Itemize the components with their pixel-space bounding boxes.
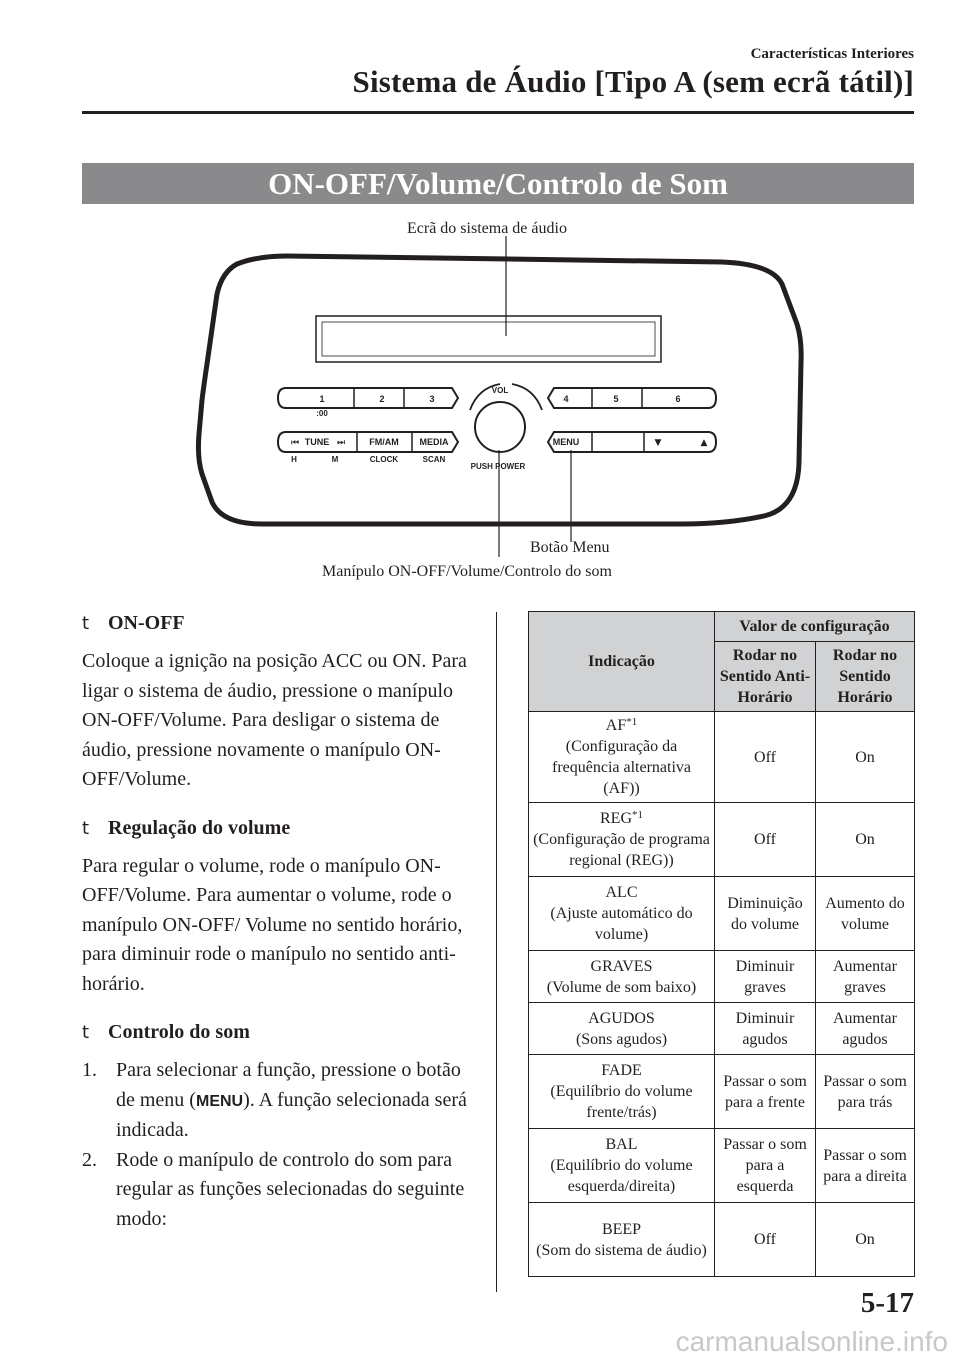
table-row [529,1203,915,1277]
left-column [82,612,482,1234]
menu-key-symbol: MENU [195,1092,244,1110]
vol-label: VOL [491,386,509,395]
prev-track-icon: ⏮ [291,438,300,448]
cell-indicacao: BEEP (Som do sistema de áudio) [529,1203,715,1277]
arrow-down-icon: ▼ [654,438,662,448]
cell-indicacao: AGUDOS (Sons agudos) [529,1003,715,1055]
cell-horario: Passar o som para a direita [816,1129,915,1203]
table-row [529,951,915,1003]
header-horario: Rodar no Sentido Horário [816,642,915,712]
cell-anti-horario: Diminuição do volume [715,877,816,951]
media-label: MEDIA [419,437,449,447]
step-number: 2. [82,1148,97,1171]
sub-clock-label: CLOCK [369,455,399,464]
section-bullet: t [82,817,90,839]
audio-unit-drawing [82,212,914,592]
section-bullet: t [82,1022,90,1043]
section-bullet: t [82,613,90,634]
audio-unit-figure [82,212,914,592]
section-heading-text: ON-OFF [108,612,185,634]
cell-indicacao: GRAVES (Volume de som baixo) [529,951,715,1003]
sub-h-label: H [291,455,297,464]
preset-4-label: 4 [563,394,569,404]
audio-display-screen [316,316,661,362]
next-track-icon: ⏭ [337,438,346,448]
tune-label: TUNE [304,437,330,447]
paragraph-on-off: Coloque a ignição na posição ACC ou ON. Para ligar o sistema de áudio, pressione o manípulo ON-OFF/Volume. Para desligar o sistema de áudio, pressione novamente o manípulo ON-OFF/Volume. [82,650,467,790]
sub-scan-label: SCAN [422,455,446,464]
cell-indicacao: AF$^{*1}$ (Configuração da frequência alternativa (AF)) [529,712,715,803]
cell-indicacao: ALC (Ajuste automático do volume) [529,877,715,951]
cell-horario: On [816,803,915,877]
preset-3-label: 3 [429,394,435,404]
push-power-label: PUSH POWER [470,462,526,471]
cell-anti-horario: Diminuir agudos [715,1003,816,1055]
header-rule [82,111,914,114]
list-item [82,1146,482,1235]
header-anti-horario: Rodar no Sentido Anti-Horário [715,642,816,712]
watermark: carmanualsonline.info [675,1326,948,1357]
section-banner: ON-OFF/Volume/Controlo de Som [82,163,914,204]
preset-buttons-right [548,388,716,408]
cell-horario: Aumento do volume [816,877,915,951]
cell-indicacao: BAL (Equilíbrio do volume esquerda/direita) [529,1129,715,1203]
section-heading-volume [82,817,482,840]
step-text: Para selecionar a função, pressione o botão de menu (MENU). A função selecionada será indicada. [116,1059,467,1141]
table-row [529,1055,915,1129]
arrow-up-icon: ▲ [700,438,708,448]
cell-horario: Passar o som para trás [816,1055,915,1129]
section-heading-sound-control [82,1021,482,1044]
cell-anti-horario: Off [715,803,816,877]
preset-5-label: 5 [613,394,619,404]
cell-horario: On [816,712,915,803]
preset-1-sub: :00 [316,409,328,418]
paragraph-volume: Para regular o volume, rode o manípulo ON-OFF/Volume. Para aumentar o volume, rode o manípulo ON-OFF/ Volume no sentido horário, para diminuir rode o manípulo no sentido anti-horário. [82,854,463,995]
chapter-name: Características Interiores [750,46,914,62]
cell-indicacao: FADE (Equilíbrio do volume frente/trás) [529,1055,715,1129]
steps-list [82,1056,482,1234]
table-body [529,712,915,1277]
page-number: 5-17 [860,1287,914,1319]
list-item [82,1056,482,1146]
cell-anti-horario: Diminuir graves [715,951,816,1003]
table-row [529,1129,915,1203]
step-number: 1. [82,1059,97,1081]
menu-label: MENU [552,437,580,447]
cell-horario: On [816,1203,915,1277]
sub-m-label: M [331,455,339,464]
preset-6-label: 6 [675,394,681,404]
label-volume-knob: Manípulo ON-OFF/Volume/Controlo do som [322,563,612,580]
volume-knob [475,402,525,452]
section-heading-on-off [82,612,482,635]
cell-horario: Aumentar graves [816,951,915,1003]
table-row [529,712,915,803]
cell-anti-horario: Off [715,1203,816,1277]
label-menu-button: Botão Menu [530,539,610,556]
column-divider [496,612,497,1292]
header-valor: Valor de configuração [715,612,915,642]
page-header-title: Sistema de Áudio [Tipo A (sem ecrã tátil)] [352,64,914,99]
preset-1-label: 1 [319,394,325,404]
header-indicacao: Indicação [529,612,715,712]
table-row [529,877,915,951]
table-row [529,1003,915,1055]
step-text: Rode o manípulo de controlo do som para regular as funções selecionadas do seguinte modo: [116,1148,465,1230]
cell-horario: Aumentar agudos [816,1003,915,1055]
section-heading-text: Regulação do volume [108,816,291,839]
section-heading-text: Controlo do som [108,1021,250,1043]
sound-settings-table [528,611,915,1277]
preset-2-label: 2 [379,394,385,404]
label-audio-display: Ecrã do sistema de áudio [407,220,567,237]
cell-anti-horario: Passar o som para a esquerda [715,1129,816,1203]
cell-indicacao: REG$^{*1}$ (Configuração de programa regional (REG)) [529,803,715,877]
cell-anti-horario: Off [715,712,816,803]
cell-anti-horario: Passar o som para a frente [715,1055,816,1129]
table-row [529,803,915,877]
fmam-label: FM/AM [369,437,399,447]
